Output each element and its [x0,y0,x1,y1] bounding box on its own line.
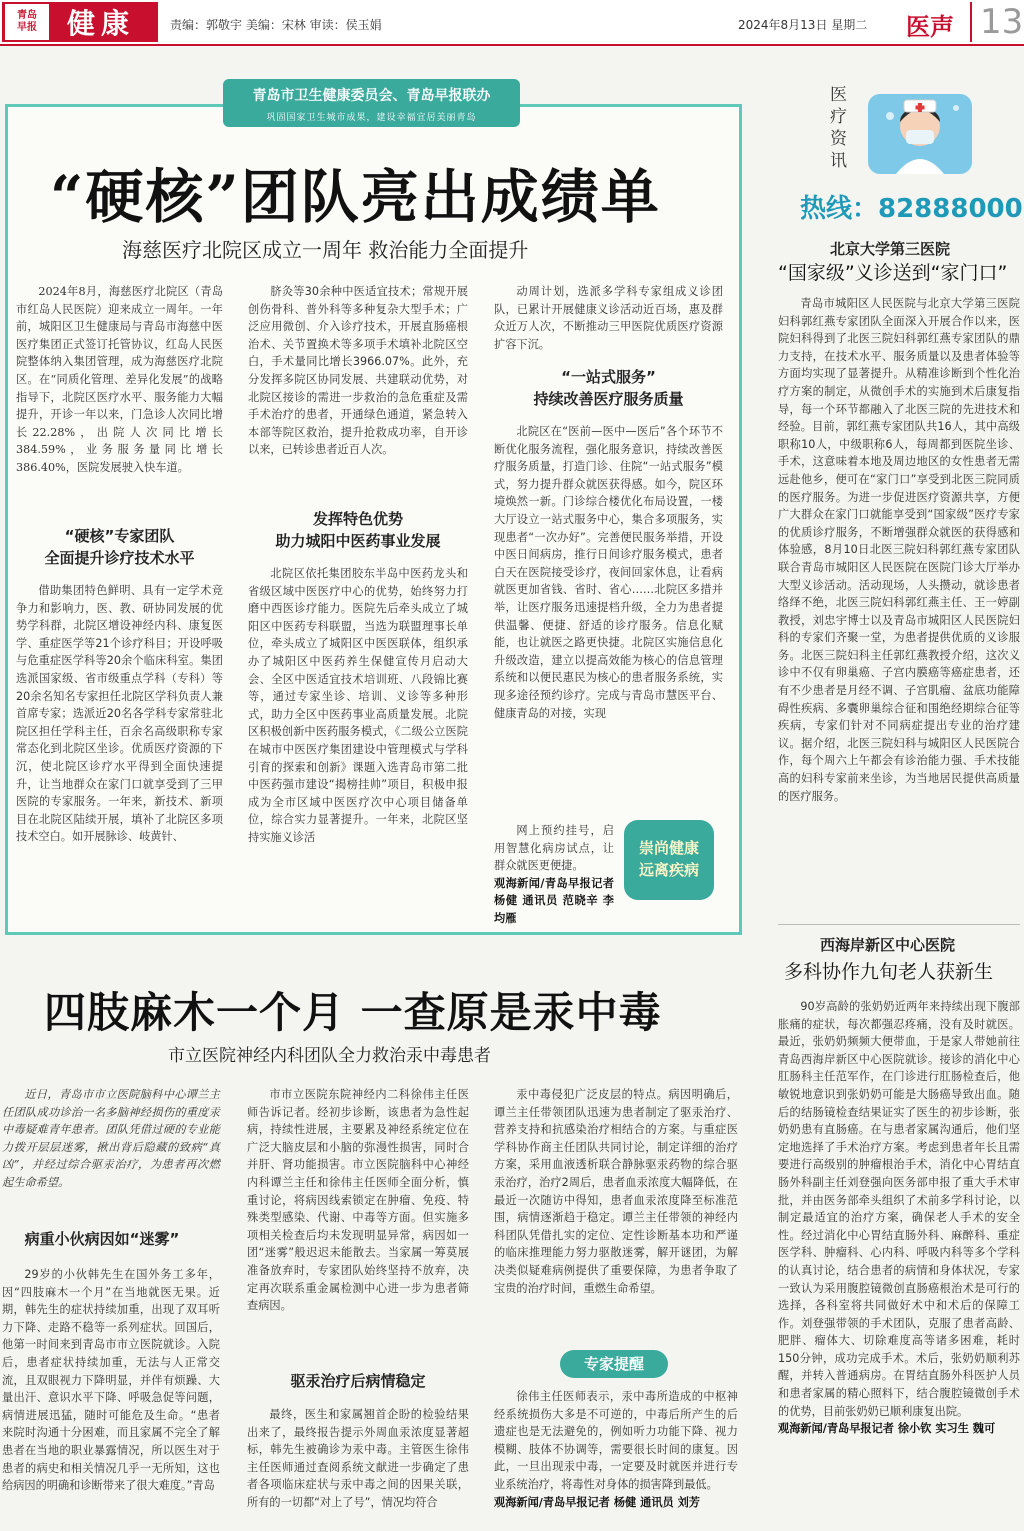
story1-byline: 观海新闻/青岛早报记者 杨健 通讯员 范晓辛 李均雁 [494,876,614,925]
newspaper-logo [5,4,49,40]
paragraph: 北院区在“医前—医中—医后”各个环节不断优化服务流程，强化服务意识，持续改善医疗服务质量，打造门诊、住院“一站式服务”模式，努力提升群众就医获得感。如今，院区环境焕然一新。门诊综合楼优化布局设置，一楼大厅设立一站式服务中心，集合多项服务，实现患者“一次办好”。完善便民服务举措，开设中医日间病房，推行日间诊疗服务模式，患者白天在医院接受诊疗，夜间回家休息，让看病就医更加省钱、省时、省心……北院区多措并举，让医疗服务迅速提档升级，全力为患者提供温馨、便捷、舒适的诊疗服务。信息化赋能，也让就医之路更快捷。北院区实施信息化升级改造，建立以提高效能为核心的信息管理系统和以便民惠民为核心的患者服务系统，实现多途径预约诊疗。完成与青岛市慧医平台、健康青岛的对接，实现 [494,425,723,720]
paragraph: 市市立医院东院神经内二科徐伟主任医师告诉记者。经初步诊断，该患者为急性起病，持续性进展，主要累及神经系统定位在广泛大脑皮层和小脑的弥漫性损害，同时合并肝、肾功能损害。市立医院脑科中心神经内科谭兰主任和徐伟主任医师全面分析，慎重讨论，将病因线索锁定在肿瘤、免疫、特殊类型感染、代谢、中毒等方面。但实施多项相关检查后均未发现明显异常，病因如一团“迷雾”般迟迟未能散去。当家属一筹莫展准备放弃时，专家团队始终坚持不放弃，决定再次联系重金属检测中心进一步为患者筛查病因。 [247,1088,469,1313]
logo-text-top: 青岛 [17,10,37,21]
story2-subheadline: 市立医院神经内科团队全力救治汞中毒患者 [168,1046,491,1066]
sidebar-label: 医疗资讯 [830,85,847,171]
sidebar-article2-kicker: 西海岸新区中心医院 [820,936,956,954]
sponsor-banner [223,79,520,127]
story2-column-2b [247,1406,469,1528]
expert-tip-tag: 专家提醒 [560,1350,668,1378]
story1-column-3 [494,283,723,353]
sidebar-article2-byline: 观海新闻/青岛早报记者 徐小钦 实习生 魏可 [778,1422,996,1436]
story2-byline: 观海新闻/青岛早报记者 杨健 通讯员 刘芳 [494,1494,700,1509]
section-header [2,2,158,42]
story1-subheadline: 海慈医疗北院区成立一周年 救治能力全面提升 [122,238,529,262]
sidebar-article2-title: 多科协作九旬老人获新生 [784,961,994,983]
column-name: 医声 [906,12,954,41]
story2-column-3b [494,1388,738,1528]
section-title: 健康 [67,7,136,40]
hotline-number: 热线：82888000 [800,194,1023,224]
masthead [0,0,1024,46]
paragraph: 徐伟主任医师表示，汞中毒所造成的中枢神经系统损伤大多是不可逆的，中毒后所产生的后遗症也是无法避免的，例如听力功能下降、视力模糊、肢体不协调等，需要很长时间的康复。因此，一旦出现汞中毒，一定要及时就医并进行专业系统治疗，将毒性对身体的损害降到最低。 [494,1390,738,1491]
story1-subhead-3: “一站式服务” 持续改善医疗服务质量 [533,368,684,408]
story1-subhead-1: “硬核”专家团队 全面提升诊疗技术水平 [44,527,195,567]
logo-text-bottom: 早报 [17,22,37,33]
sidebar-article2-body [778,998,1020,1528]
paragraph: 北院区依托集团胶东半岛中医药龙头和省级区域中医医疗中心的优势，始终努力打磨中西医诊疗能力。医院先后牵头成立了城阳区中医药专科联盟，当选为联盟理事长单位，牵头成立了城阳区中医医联体，组织承办了城阳区中医药养生保健宣传月启动大会、全区中医适宜技术培训班、八段锦比赛等，通过专家坐诊、培训、义诊等多种形式，助力全区中医药事业高质量发展。北院区积极创新中医药服务模式，《二级公立医院在城市中医医疗集团建设中管理模式与学科引育的探索和创新》课题入选青岛市第二批中医药强市建设“揭榜挂帅”项目，积极申报成为全市区域中医医疗次中心项目储备单位，综合实力显著提升。一年来，北院区坚持实施义诊活 [248,567,468,844]
paragraph: 29岁的小伙韩先生在国外务工多年，因“四肢麻木一个月”在当地就医无果。近期，韩先生的症状持续加重，出现了双耳听力下降、走路不稳等一系列症状。回国后，他第一时间来到青岛市市立医院就诊。入院后，患者症状持续加重，无法与人正常交流，且双眼视力下降明显，并伴有烦躁、大量出汗、意识水平下降、呼吸急促等问题，病情进展迅猛，随时可能危及生命。“患者来院时沟通十分困难，而且家属不完全了解患者在当地的职业暴露情况，所以医生对于患者的病史和相关情况几乎一无所知，这也给病因的明确和诊断带来了很大难度。”青岛 [2,1268,220,1493]
nurse-icon [860,74,980,186]
story1-headline: “硬核”团队亮出成绩单 [50,163,661,231]
story2-column-1 [2,1266,220,1528]
sidebar-article1-title: “国家级”义诊送到“家门口” [778,262,1008,284]
story1-column-3c [494,822,614,925]
editor-credits: 责编：郭敬宇 美编：宋林 审读：侯玉娟 [170,18,382,32]
story2-column-2 [247,1086,469,1360]
story1-column-2b [248,565,468,918]
paragraph: 汞中毒侵犯广泛皮层的特点。病因明确后，谭兰主任带领团队迅速为患者制定了驱汞治疗、营养支持和抗感染治疗相结合的方案。与重症医学科协作商主任团队共同讨论，制定详细的治疗方案，采用血液透析联合静脉驱汞药物的综合驱汞治疗，治疗2周后，患者血汞浓度大幅降低，在最近一次随访中得知，患者血汞浓度降至标准范围，病情逐渐趋于稳定。谭兰主任带领的神经内科团队凭借扎实的定位、定性诊断基本功和严谨的临床推理能力努力驱散迷雾，解开谜团，为解决类似疑难病例提供了重要保障，为患者争取了宝贵的治疗时间，重燃生命希望。 [494,1088,738,1295]
story1-column-1 [16,283,223,511]
story1-subhead-2: 发挥特色优势 助力城阳中医药事业发展 [275,510,441,550]
story2-column-3 [494,1086,738,1350]
story1-column-1b [16,582,223,918]
paragraph: 90岁高龄的张奶奶近两年来持续出现下腹部胀痛的症状，每次都强忍疼痛，没有及时就医。最近，张奶奶频频大便带血，于是家人带她前往青岛西海岸新区中心医院就诊。接诊的消化中心肛肠科主任范军作，在门诊进行肛肠检查后，他敏锐地意识到张奶奶可能是大肠癌导致出血。随后的结肠镜检查结果证实了医生的初步诊断，张奶奶患有直肠癌。在与患者家属沟通后，他们坚定地选择了手术治疗方案。考虑到患者年长且需要进行高级别的肿瘤根治手术，消化中心胃结直肠外科副主任刘登强向医务部申报了重大手术审批，并由医务部牵头组织了术前多学科讨论，以制定最适宜的治疗方案，确保老人手术的安全性。经过消化中心胃结直肠外科、麻醉科、重症医学科、肿瘤科、心内科、呼吸内科等多个学科的认真讨论，结合患者的病情和身体状况，专家一致认为采用腹腔镜微创直肠癌根治术是可行的选择，各科室将共同做好术中和术后的保障工作。刘登强带领的手术团队，克服了患者高龄、肥胖、瘤体大、切除难度高等诸多困难，耗时150分钟，成功完成手术。术后，张奶奶顺利苏醒，并转入普通病房。在胃结直肠外科医护人员和患者家属的精心照料下，结合腹腔镜微创手术的优势，目前张奶奶已顺利康复出院。 [778,1000,1020,1418]
health-slogan-stamp: 崇尚健康 远离疾病 [624,820,714,900]
sidebar-article1-kicker: 北京大学第三医院 [830,240,951,258]
paragraph: 借助集团特色鲜明、具有一定学术竞争力和影响力，医、教、研协同发展的优势学科群，北院区增设神经内科、康复医学、重症医学等21个诊疗科目；开设呼吸与危重症医学科等20余个临床科室。集团选派国家级、省市级重点学科（专科）等20余名知名专家担任北院区学科负责人兼首席专家；选派近20名各学科专家常驻北院区担任学科主任，百余名高级职称专家常态化到北院区坐诊。优质医疗资源的下沉，使北院区诊疗水平得到全面快速提升，让当地群众在家门口就享受到了三甲医院的专家服务。一年来，新技术、新项目在北院区陆续开展，填补了北院区多项技术空白。如开展脉诊、岐黄针、 [16,584,223,844]
story2-subhead-2: 驱汞治疗后病情稳定 [290,1372,426,1390]
story1-column-2 [248,283,468,493]
paragraph: 2024年8月，海慈医疗北院区（青岛市红岛人民医院）迎来成立一周年。一年前，城阳区卫生健康局与青岛市海慈中医医疗集团正式签订托管协议，红岛人民医院整体纳入集团管理，成为海慈医疗北院区。在“同质化管理、差异化发展”的战略指导下，北院区医疗水平、服务能力大幅提升，开诊一年以来，门急诊人次同比增长22.28%，出院人次同比增长384.59%，业务服务量同比增长386.40%，医院发展驶入快车道。 [16,285,223,474]
banner-title: 青岛市卫生健康委员会、青岛早报联办 [252,88,491,104]
story2-subhead-1: 病重小伙病因如“迷雾” [24,1230,180,1248]
sidebar-article1-body [778,295,1020,917]
sidebar-divider [778,924,1020,925]
paragraph: 青岛市城阳区人民医院与北京大学第三医院妇科郭红燕专家团队全面深入开展合作以来，医院妇科得到了北医三院妇科郭红燕专家团队的鼎力支持，在技术水平、服务质量以及患者体验等方面均实现了显著提升。从精准诊断到个性化治疗方案的制定，从微创手术的实施到术后康复指导，每一个环节都融入了北医三院的先进技术和经验。目前，郭红燕专家团队共16人，其中高级职称10人，中级职称6人，每周都到医院坐诊、手术，这意味着本地及周边地区的女性患者无需远赴他乡，便可在“家门口”享受到北医三院同质的医疗服务。为进一步促进医疗资源共享，方便广大群众在家门口就能享受到“国家级”医疗专家的优质诊疗服务，不断增强群众就医的获得感和体验感，8月10日北医三院妇科郭红燕专家团队联合青岛市城阳区人民医院在医院门诊大厅举办大型义诊活动。活动现场，人头攒动，就诊患者络绎不绝，北医三院妇科郭红燕主任、王一婷副教授，刘忠宇博士以及青岛市城阳区人民医院妇科的专家们齐聚一堂，为患者提供优质的义诊服务。北医三院妇科主任郭红燕教授介绍，这次义诊中不仅有卵巢癌、子宫内膜癌等癌症患者，还有不少患者是月经不调、子宫肌瘤、盆底功能障碍性疾病、多囊卵巢综合征和围绝经期综合征等疾病，专家们针对不同病症提出专业的治疗建议。据介绍，北医三院妇科与城阳区人民医院合作，每个周六上午都会有诊治能力强、手术技能高的妇科专家前来坐诊，为当地居民提供高质量的医疗服务。 [778,297,1020,803]
paragraph: 网上预约挂号，启用智慧化病房试点，让群众就医更便捷。 [494,824,614,873]
story2-headline: 四肢麻木一个月 一查原是汞中毒 [44,988,662,1037]
page-number: 13 [970,2,1023,42]
story2-lead [2,1086,220,1220]
paragraph: 动周计划，选派多学科专家组成义诊团队，已累计开展健康义诊活动近百场，惠及群众近万人次，不断推动三甲医院优质医疗资源扩容下沉。 [494,285,723,351]
paragraph: 最终，医生和家属翘首企盼的检验结果出来了，最终报告提示外周血汞浓度显著超标，韩先生被确诊为汞中毒。主管医生徐伟主任医师通过查阅系统文献进一步确定了患者各项临床症状与汞中毒之间的因果关联，所有的一切都“对上了号”，情况均符合 [247,1408,469,1509]
story1-column-3b [494,423,723,818]
banner-subtitle: 巩固国家卫生城市成果，建设幸福宜居美丽青岛 [266,113,477,123]
paragraph: 脐灸等30余种中医适宜技术；常规开展创伤骨科、普外科等多种复杂大型手术；广泛应用微创、介入诊疗技术，开展直肠癌根治术、关节置换术等多项手术填补北院区空白，手术量同比增长3966.07%。此外，充分发挥多院区协同发展、共建联动优势，对北院区接诊的需进一步救治的急危重症及需手术治疗的患者，开通绿色通道，紧急转入本部等院区救治，提升抢救成功率，自开诊以来，已转诊患者近百人次。 [248,285,468,457]
paragraph: 近日，青岛市市立医院脑科中心谭兰主任团队成功诊治一名多脑神经损伤的重度汞中毒疑难青年患者。团队凭借过硬的专业能力拨开层层迷雾，揪出背后隐藏的致病“真凶”，并经过综合驱汞治疗，为患者再次燃起生命希望。 [2,1088,220,1189]
publication-date: 2024年8月13日 星期二 [738,18,868,32]
